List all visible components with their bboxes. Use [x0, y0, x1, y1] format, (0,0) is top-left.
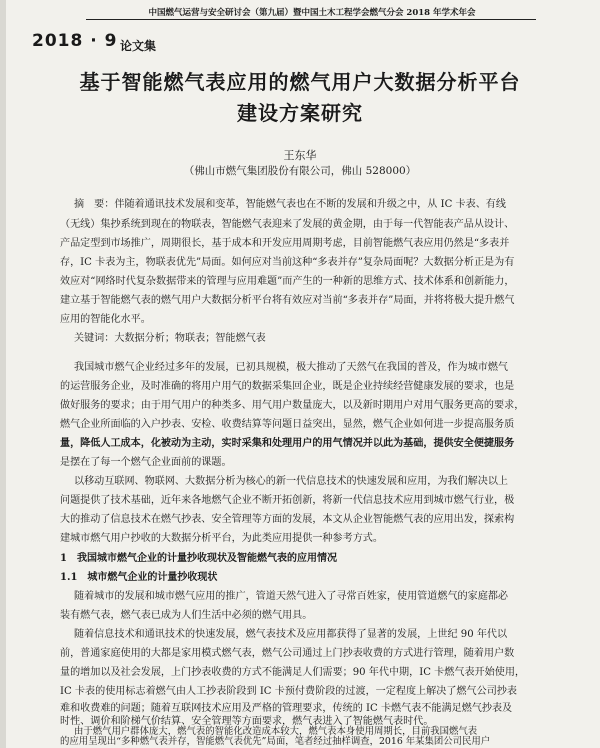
- body-line: 随着信息技术和通讯技术的快速发展，燃气表技术及应用都获得了显著的发展，上世纪 90 年代以: [74, 629, 508, 640]
- body-line: 装有燃气表，燃气表已成为人们生活中必须的燃气用具。: [60, 610, 313, 621]
- header-rule: [86, 19, 536, 20]
- author-name: 王东华: [283, 149, 317, 162]
- abstract-line: 产品定型到市场推广，周期很长，基于成本和开发应用周期考虑，目前智能燃气表应用仍然是“多表并: [60, 238, 510, 249]
- body-line: 以移动互联网、物联网、大数据分析为核心的新一代信息技术的快速发展和应用，为我们解决以上: [74, 476, 509, 487]
- body-line: 难和收费难的问题；随着互联网技术应用及严格的管理要求，传统的 IC 卡燃气表不能满足燃气抄表及: [60, 703, 513, 714]
- body-line: 问题提供了技术基础，近年来各地燃气企业不断开拓创新，将新一代信息技术应用到城市燃气行业，极: [60, 495, 515, 506]
- abstract-line: 存，IC 卡表为主，物联表优先”局面。如何应对当前这种“多表并存”复杂局面呢？大数据分析正是为有: [60, 257, 515, 268]
- body-line: 随着城市的发展和城市燃气应用的推广，管道天然气进入了寻常百姓家，使用管道燃气的家庭都必: [74, 591, 509, 602]
- abstract-line: 效应对“网络时代复杂数据带来的管理与应用难题”而产生的一种新的思维方式、技术体系和创新能力，: [60, 276, 515, 287]
- abstract-line: 应用的智能化水平。: [60, 314, 151, 325]
- body-line: 的运营服务企业，及时准确的将用户用气的数据采集回企业，既是企业持续经营健康发展的要求，也是: [60, 381, 515, 392]
- abstract-line: 摘 要：伴随着通讯技术发展和变革，智能燃气表也在不断的发展和升级之中，从 IC 卡表、有线: [74, 199, 506, 210]
- body-line: 的应用呈现出“多种燃气表并存，智能燃气表优先”局面，笔者经过抽样调查，2016 年某集团公司民用户: [60, 736, 491, 747]
- body-line: 燃气企业所面临的入户抄表、安检、收费结算等问题日益突出，显然，燃气企业如何进一步提高服务质: [60, 419, 515, 430]
- body-line: 是摆在了每一个燃气企业面前的课题。: [60, 457, 232, 468]
- paper-title-line-2: 建设方案研究: [237, 101, 363, 125]
- body-line: 做好服务的要求；由于用气用户的种类多、用气用户数量庞大，以及新时期用户对用气服务更高的要求，: [60, 400, 525, 411]
- body-line: 由于燃气用户群体庞大，燃气表的智能化改造成本较大，燃气表本身使用周期长，目前我国燃气表: [74, 726, 478, 737]
- body-line: IC 卡表的使用标志着燃气由人工抄表阶段到 IC 卡预付费阶段的过渡，一定程度上解决了燃气公司抄表: [60, 686, 517, 697]
- page-edge-shadow: [0, 0, 6, 748]
- body-line: 量，降低人工成本，化被动为主动，实时采集和处理用户的用气情况并以此为基础，提供安全便捷服务: [60, 438, 515, 449]
- section-heading-1-1: 1.1 城市燃气企业的计量抄收现状: [60, 572, 218, 583]
- author-affiliation: （佛山市燃气集团股份有限公司，佛山 528000）: [183, 165, 417, 177]
- section-label: 论文集: [120, 39, 157, 53]
- abstract-line: （无线）集抄系统到现在的物联表，智能燃气表迎来了发展的黄金期，由于每一代智能表产品从设计、: [60, 219, 515, 230]
- body-line: 大的推动了信息技术在燃气抄表、安全管理等方面的发展，本文从企业智能燃气表的应用出发，探索构: [60, 514, 515, 525]
- running-header: 中国燃气运营与安全研讨会（第九届）暨中国土木工程学会燃气分会 2018 年学术年会: [148, 8, 476, 18]
- paper-title-line-1: 基于智能燃气表应用的燃气用户大数据分析平台: [79, 70, 521, 94]
- body-line: 前，普通家庭使用的大都是家用模式燃气表，燃气公司通过上门抄表收费的方式进行管理，随着用户数: [60, 648, 515, 659]
- body-line: 时性、调价和阶梯气价结算、安全管理等方面要求，燃气表进入了智能燃气表时代。: [60, 716, 434, 727]
- keywords: 关键词：大数据分析；物联表；智能燃气表: [74, 333, 266, 344]
- body-line: 我国城市燃气企业经过多年的发展，已初具规模，极大推动了天然气在我国的普及，作为城市燃气: [74, 362, 509, 373]
- body-line: 量的增加以及社会发展，上门抄表收费的方式不能满足人们需要；90 年代中期，IC 卡燃气表开始使用，: [60, 667, 525, 678]
- abstract-line: 建立基于智能燃气表的燃气用户大数据分析平台将有效应对当前“多表并存”局面，并将将极大提升燃气: [60, 295, 515, 306]
- issue-date: 2018 · 9: [32, 31, 118, 51]
- body-line: 建城市燃气用户抄收的大数据分析平台，为此类应用提供一种参考方式。: [60, 533, 383, 544]
- section-heading-1: 1 我国城市燃气企业的计量抄收现状及智能燃气表的应用情况: [60, 553, 337, 564]
